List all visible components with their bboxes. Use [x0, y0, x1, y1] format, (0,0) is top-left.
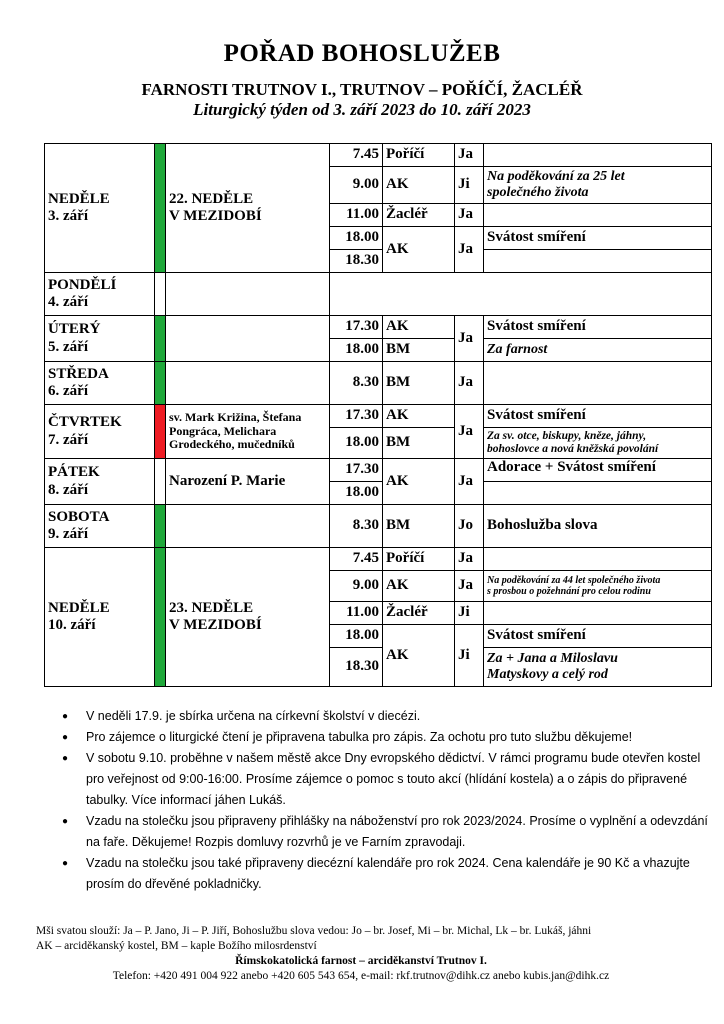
- liturgical-color-green: [155, 144, 166, 273]
- day-cell-sun1: NEDĚLE 3. září: [45, 144, 155, 273]
- place-cell: Poříčí: [383, 548, 455, 571]
- priest-cell: Ji: [455, 602, 484, 625]
- feast-cell: [166, 316, 330, 362]
- table-row: [45, 548, 712, 571]
- place-cell: AK: [383, 227, 455, 273]
- liturgical-color-empty: [155, 273, 166, 316]
- time-cell: 7.45: [330, 144, 383, 167]
- table-row: [45, 405, 712, 428]
- place-cell: Poříčí: [383, 144, 455, 167]
- note-cell: [484, 204, 712, 227]
- announcements-list: [60, 706, 710, 895]
- note-cell: Svátost smíření: [484, 316, 712, 339]
- feast-cell: [166, 505, 330, 548]
- table-row: [45, 362, 712, 405]
- table-row: [45, 144, 712, 167]
- feast-cell-sun2: 23. NEDĚLE V MEZIDOBÍ: [166, 548, 330, 687]
- priest-cell: Ja: [455, 459, 484, 505]
- place-cell: AK: [383, 571, 455, 602]
- priest-cell: Jo: [455, 505, 484, 548]
- list-item: ● Pro zájemce o liturgické čtení je připravena tabulka pro zápis. Za ochotu pro tuto službu děkujeme!: [60, 727, 710, 748]
- note-cell: Svátost smíření: [484, 227, 712, 250]
- list-item: ● Vzadu na stolečku jsou připraveny přihlášky na náboženství pro rok 2023/2024. Prosíme o vyplnění a odevzdání na faře. Děkujeme! Rozpis domluvy rozvrhů je ve Farním zpravodaji.: [60, 811, 710, 853]
- liturgical-color-red: [155, 405, 166, 459]
- day-cell-fri: PÁTEK 8. září: [45, 459, 155, 505]
- time-cell: 7.45: [330, 548, 383, 571]
- day-cell-wed: STŘEDA 6. září: [45, 362, 155, 405]
- time-cell: 18.30: [330, 250, 383, 273]
- note-cell: [484, 548, 712, 571]
- liturgical-color-white: [155, 459, 166, 505]
- note-cell: [484, 362, 712, 405]
- place-cell: Žacléř: [383, 602, 455, 625]
- day-cell-sun2: NEDĚLE 10. září: [45, 548, 155, 687]
- place-cell: AK: [383, 167, 455, 204]
- day-cell-sat: SOBOTA 9. září: [45, 505, 155, 548]
- time-cell: 8.30: [330, 505, 383, 548]
- feast-cell-fri: Narození P. Marie: [166, 459, 330, 505]
- priest-cell: Ja: [455, 144, 484, 167]
- day-cell-mon: PONDĚLÍ 4. září: [45, 273, 155, 316]
- note-cell: Za farnost: [484, 339, 712, 362]
- note-cell: [484, 482, 712, 505]
- table-row: [45, 459, 712, 482]
- footer-parish-name: Římskokatolická farnost – arciděkanství Trutnov I.: [235, 955, 487, 967]
- table-row: [45, 316, 712, 339]
- priest-cell: Ji: [455, 167, 484, 204]
- time-cell: 9.00: [330, 167, 383, 204]
- table-row: [45, 273, 712, 316]
- time-cell: 18.00: [330, 339, 383, 362]
- note-cell: Na poděkování za 25 let společného života: [484, 167, 712, 204]
- time-cell: 18.00: [330, 227, 383, 250]
- time-cell: 17.30: [330, 316, 383, 339]
- feast-cell-thu: sv. Mark Križina, Štefana Pongráca, Melichara Grodeckého, mučedníků: [166, 405, 330, 459]
- time-cell: 11.00: [330, 204, 383, 227]
- footer-legend-places: AK – arciděkanský kostel, BM – kaple Božího milosrdenství: [36, 940, 317, 952]
- time-cell: 18.00: [330, 428, 383, 459]
- priest-cell: Ja: [455, 362, 484, 405]
- note-cell: [484, 144, 712, 167]
- time-cell: 18.00: [330, 482, 383, 505]
- place-cell: Žacléř: [383, 204, 455, 227]
- priest-cell: Ji: [455, 625, 484, 687]
- liturgical-color-green: [155, 316, 166, 362]
- place-cell: AK: [383, 316, 455, 339]
- empty-cell: [330, 273, 712, 316]
- place-cell: BM: [383, 339, 455, 362]
- feast-cell: [166, 362, 330, 405]
- time-cell: 18.30: [330, 648, 383, 687]
- place-cell: AK: [383, 459, 455, 505]
- priest-cell: Ja: [455, 316, 484, 362]
- footer-legend-priests: Mši svatou slouží: Ja – P. Jano, Ji – P. Jiří, Bohoslužbu slova vedou: Jo – br. Josef, Mi – br. Michal, Lk – br. Lukáš, jáhni: [36, 925, 592, 937]
- note-cell: [484, 602, 712, 625]
- liturgical-color-green: [155, 362, 166, 405]
- time-cell: 18.00: [330, 625, 383, 648]
- note-cell: Svátost smíření: [484, 625, 712, 648]
- schedule-table: [44, 143, 712, 687]
- day-cell-thu: ČTVRTEK 7. září: [45, 405, 155, 459]
- place-cell: BM: [383, 505, 455, 548]
- parish-subtitle: FARNOSTI TRUTNOV I., TRUTNOV – POŘÍČÍ, ŽACLÉŘ: [141, 80, 583, 99]
- feast-cell-sun1: 22. NEDĚLE V MEZIDOBÍ: [166, 144, 330, 273]
- note-cell: Adorace + Svátost smíření: [484, 459, 712, 482]
- time-cell: 17.30: [330, 405, 383, 428]
- liturgical-color-green: [155, 505, 166, 548]
- footer-contact: Telefon: +420 491 004 922 anebo +420 605 543 654, e-mail: rkf.trutnov@dihk.cz anebo kubis.jan@dihk.cz: [112, 970, 610, 982]
- note-cell: Za sv. otce, biskupy, kněze, jáhny, bohoslovce a nová kněžská povolání: [484, 428, 712, 459]
- note-cell: Za + Jana a Miloslavu Matyskovy a celý rod: [484, 648, 712, 687]
- list-item: ● V neděli 17.9. je sbírka určena na církevní školství v diecézi.: [60, 706, 710, 727]
- time-cell: 8.30: [330, 362, 383, 405]
- note-cell: Na poděkování za 44 let společného života s prosbou o požehnání pro celou rodinu: [484, 571, 712, 602]
- place-cell: BM: [383, 428, 455, 459]
- liturgical-week: Liturgický týden od 3. září 2023 do 10. září 2023: [193, 100, 531, 119]
- day-cell-tue: ÚTERÝ 5. září: [45, 316, 155, 362]
- table-row: [45, 505, 712, 548]
- note-cell: [484, 250, 712, 273]
- priest-cell: Ja: [455, 227, 484, 273]
- priest-cell: Ja: [455, 548, 484, 571]
- list-item: ● V sobotu 9.10. proběhne v našem městě akce Dny evropského dědictví. V rámci programu bude otevřen kostel pro veřejnost od 9:00-16:00. Prosíme zájemce o pomoc s touto akcí (hlídání kostela) a o zápis do připravené tabulky. Více informací jáhen Lukáš.: [60, 748, 710, 811]
- place-cell: BM: [383, 362, 455, 405]
- feast-cell: [166, 273, 330, 316]
- place-cell: AK: [383, 625, 455, 687]
- priest-cell: Ja: [455, 204, 484, 227]
- note-cell: Svátost smíření: [484, 405, 712, 428]
- note-cell: Bohoslužba slova: [484, 505, 712, 548]
- priest-cell: Ja: [455, 571, 484, 602]
- time-cell: 11.00: [330, 602, 383, 625]
- list-item: ● Vzadu na stolečku jsou také připraveny diecézní kalendáře pro rok 2024. Cena kalendáře je 90 Kč a vhazujte prosím do dřevěné pokladničky.: [60, 853, 710, 895]
- place-cell: AK: [383, 405, 455, 428]
- priest-cell: Ja: [455, 405, 484, 459]
- time-cell: 17.30: [330, 459, 383, 482]
- time-cell: 9.00: [330, 571, 383, 602]
- page-title: POŘAD BOHOSLUŽEB: [223, 40, 501, 67]
- liturgical-color-green: [155, 548, 166, 687]
